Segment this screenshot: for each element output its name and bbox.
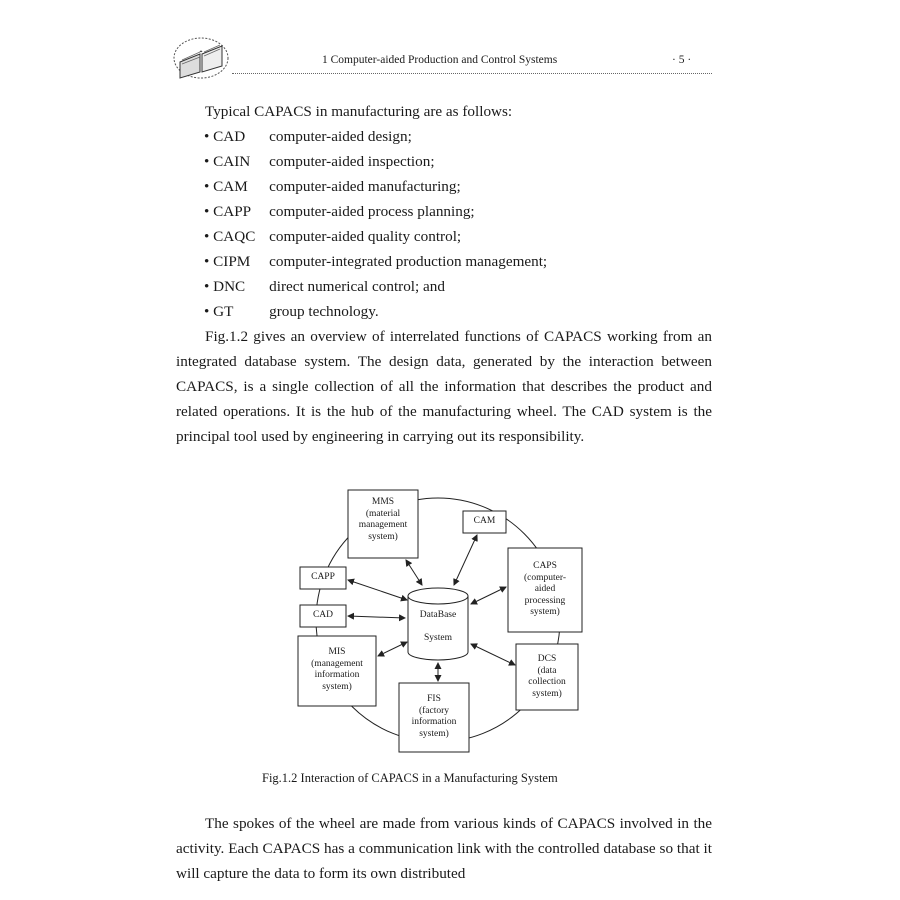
arrow-capp — [348, 580, 407, 600]
book-icon — [172, 36, 230, 80]
mis-label: MIS (management information system) — [311, 647, 363, 692]
arrow-dcs — [471, 644, 515, 665]
fis-label: FIS (factory information system) — [411, 694, 457, 739]
arrow-cam — [454, 535, 477, 585]
list-item: • CAPP computer-aided process planning; — [204, 203, 475, 220]
database-label: DataBase System — [419, 610, 457, 643]
list-item: • CAQC computer-aided quality control; — [204, 228, 462, 245]
arrow-caps — [471, 587, 506, 604]
caps-label: CAPS (computer- aided processing system) — [523, 561, 566, 617]
figure-caption: Fig.1.2 Interaction of CAPACS in a Manufacturing System — [262, 771, 558, 785]
arrow-mms — [406, 560, 422, 585]
list-item: • CAD computer-aided design; — [204, 128, 412, 145]
header-divider — [232, 73, 712, 74]
list-item: • DNC direct numerical control; and — [204, 278, 445, 295]
arrow-mis — [378, 642, 407, 656]
list-item: • CAIN computer-aided inspection; — [204, 153, 435, 170]
list-item: • CAM computer-aided manufacturing; — [204, 178, 461, 195]
capp-label: CAPP — [311, 572, 335, 582]
dcs-label: DCS (data collection system) — [528, 654, 566, 699]
paragraph-spokes: The spokes of the wheel are made from various kinds of CAPACS involved in the activity. Each CAPACS has a communication link with the controlled database so that it will capture the data to form its own distributed — [176, 815, 712, 882]
paragraph-overview: Fig.1.2 gives an overview of interrelated functions of CAPACS working from an integrated database system. The design data, generated by the interaction between CAPACS, is a single collection of all the information that describes the product and related operations. It is the hub of the manufacturing wheel. The CAD system is the principal tool used by engineering in carrying out its responsibility. — [176, 328, 712, 445]
capacs-list — [204, 124, 547, 324]
mms-label: MMS (material management system) — [358, 497, 408, 542]
arrow-cad — [348, 616, 405, 618]
figure-capacs-diagram — [290, 484, 590, 760]
cam-label: CAM — [473, 516, 496, 526]
list-item: • CIPM computer-integrated production management; — [204, 253, 548, 270]
page-number: · 5 · — [672, 54, 692, 66]
cad-label: CAD — [312, 610, 334, 620]
intro-line: Typical CAPACS in manufacturing are as follows: — [205, 103, 513, 120]
list-item: • GT group technology. — [204, 303, 379, 320]
running-header — [172, 36, 712, 76]
chapter-title: 1 Computer-aided Production and Control Systems — [322, 54, 558, 66]
